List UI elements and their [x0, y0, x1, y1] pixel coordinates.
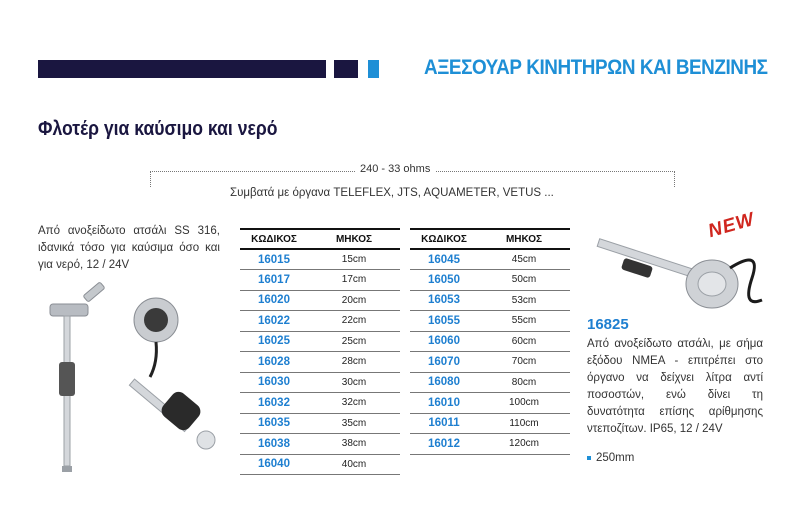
product-code: 16017 — [240, 270, 308, 291]
table-row — [240, 413, 400, 434]
product-code: 16022 — [240, 311, 308, 332]
codes-table-1 — [240, 228, 400, 475]
round-sensor-icon — [134, 298, 178, 377]
table-row — [240, 331, 400, 352]
header-length: ΜΗΚΟΣ — [478, 229, 570, 249]
ohms-label: 240 - 33 ohms — [355, 163, 435, 175]
section-title: ΑΞΕΣΟΥΑΡ ΚΙΝΗΤΗΡΩΝ ΚΑΙ ΒΕΝΖΙΝΗΣ — [424, 56, 768, 79]
product-length: 80cm — [478, 372, 570, 393]
product-code: 16032 — [240, 393, 308, 414]
table-row — [410, 393, 570, 414]
header-bar — [38, 60, 326, 78]
product-length: 25cm — [308, 331, 400, 352]
product-code: 16055 — [410, 311, 478, 332]
product-length: 30cm — [308, 372, 400, 393]
product-code: 16010 — [410, 393, 478, 414]
product-code: 16050 — [410, 270, 478, 291]
product-length: 70cm — [478, 352, 570, 373]
featured-description: Από ανοξείδωτο ατσάλι, με σήμα εξόδου NMEA - επιτρέπει στο όργανο να δείχνει λίτρα αντί ποσοστών, ενώ δίνει τη δυνατότητα επίσης αρίθμησης ντεποζίτων. IP65, 12 / 24V — [587, 338, 763, 435]
product-code: 16012 — [410, 434, 478, 455]
table-row — [410, 413, 570, 434]
table-row — [240, 393, 400, 414]
table-row — [410, 331, 570, 352]
header-square — [334, 60, 358, 78]
table-row — [410, 311, 570, 332]
nmea-sensor-image — [592, 238, 772, 318]
product-length: 15cm — [308, 249, 400, 270]
product-length: 40cm — [308, 454, 400, 475]
header-accent — [368, 60, 379, 78]
table-row — [240, 249, 400, 270]
table-row — [240, 372, 400, 393]
new-badge: NEW — [705, 208, 758, 243]
product-length: 35cm — [308, 413, 400, 434]
product-code: 16038 — [240, 434, 308, 455]
product-length: 45cm — [478, 249, 570, 270]
product-length: 28cm — [308, 352, 400, 373]
codes-table-2 — [410, 228, 570, 455]
product-code: 16028 — [240, 352, 308, 373]
product-length: 17cm — [308, 270, 400, 291]
product-code: 16020 — [240, 290, 308, 311]
left-description: Από ανοξείδωτο ατσάλι SS 316, ιδανικά τόσο για καύσιμα όσο και για νερό, 12 / 24V — [38, 225, 220, 271]
page-title: Φλοτέρ για καύσιμο και νερό — [38, 118, 278, 140]
header-length: ΜΗΚΟΣ — [308, 229, 400, 249]
product-code: 16045 — [410, 249, 478, 270]
product-length: 55cm — [478, 311, 570, 332]
product-code: 16025 — [240, 331, 308, 352]
table-row — [410, 249, 570, 270]
product-length: 20cm — [308, 290, 400, 311]
table-row — [240, 352, 400, 373]
product-code: 16060 — [410, 331, 478, 352]
table-row — [240, 434, 400, 455]
bullet-icon — [587, 456, 591, 460]
product-length: 53cm — [478, 290, 570, 311]
product-length: 100cm — [478, 393, 570, 414]
product-code: 16015 — [240, 249, 308, 270]
table-row — [240, 270, 400, 291]
header-code: ΚΩΔΙΚΟΣ — [240, 229, 308, 249]
product-length: 110cm — [478, 413, 570, 434]
featured-code: 16825 — [587, 316, 629, 333]
table-row — [410, 434, 570, 455]
product-length: 120cm — [478, 434, 570, 455]
product-length: 22cm — [308, 311, 400, 332]
table-row — [410, 352, 570, 373]
table-row — [240, 290, 400, 311]
product-code: 16011 — [410, 413, 478, 434]
rod-sensor-icon — [50, 282, 105, 472]
product-length: 60cm — [478, 331, 570, 352]
featured-length — [587, 452, 634, 464]
table-row — [240, 311, 400, 332]
product-code: 16070 — [410, 352, 478, 373]
nmea-sensor-icon — [597, 239, 762, 308]
product-length: 38cm — [308, 434, 400, 455]
product-code: 16030 — [240, 372, 308, 393]
header-code: ΚΩΔΙΚΟΣ — [410, 229, 478, 249]
product-code: 16053 — [410, 290, 478, 311]
angled-float-icon — [129, 379, 215, 449]
product-code: 16035 — [240, 413, 308, 434]
table-row — [410, 270, 570, 291]
product-code: 16080 — [410, 372, 478, 393]
table-row — [410, 372, 570, 393]
product-length: 32cm — [308, 393, 400, 414]
float-sensor-images — [38, 282, 228, 482]
product-code: 16040 — [240, 454, 308, 475]
featured-length-value: 250mm — [596, 452, 635, 464]
table-row — [410, 290, 570, 311]
product-length: 50cm — [478, 270, 570, 291]
compatibility-text: Συμβατά με όργανα TELEFLEX, JTS, AQUAMETER, VETUS ... — [230, 187, 554, 199]
table-row — [240, 454, 400, 475]
